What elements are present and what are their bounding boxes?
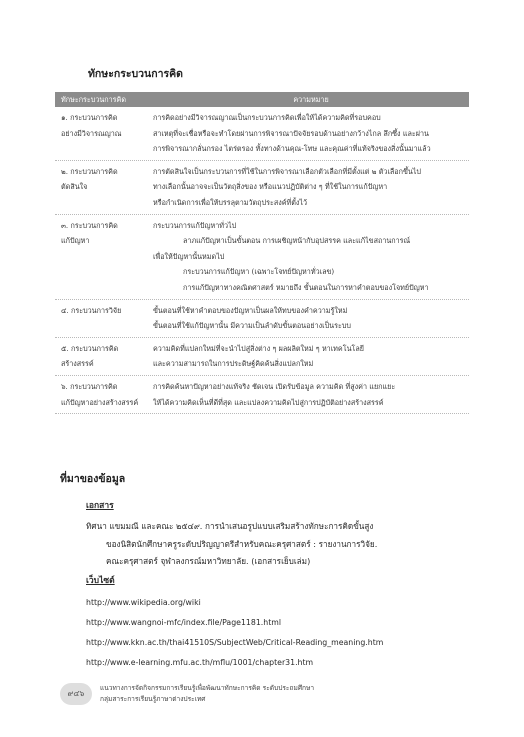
meaning-cell [151,218,469,296]
meaning-line: กระบวนการแก้ปัญหา (เฉพาะโจทย์ปัญหาทั่วเลข) [183,267,335,277]
thinking-skills-table [55,92,469,414]
skill-name-line: ๓. กระบวนการคิด [61,220,118,230]
skill-name-line: ๑. กระบวนการคิด [61,113,118,122]
website-url-1[interactable]: http://www.wikipedia.org/wiki [86,597,201,607]
skill-name-line: ตัดสินใจ [61,182,88,192]
skill-name-cell [55,218,151,296]
meaning-line: การตัดสินใจเป็นกระบวนการที่ใช้ในการพิจารณาเลือกตัวเลือกที่มีตั้งแต่ ๒ ตัวเลือกขึ้นไป [153,166,421,176]
skill-name-cell [55,110,151,157]
website-url-4[interactable]: http://www.e-learning.mfu.ac.th/mflu/1001/chapter31.htm [86,657,314,667]
meaning-cell [151,303,469,334]
meaning-line: กระบวนการแก้ปัญหาทั่วไป [153,220,237,230]
citation-line-2: ของนิสิตนักศึกษาครูระดับปริญญาตรีสำหรับคณะครุศาสตร์ : รายงานการวิจัย. [106,538,378,549]
skill-name-line: ๖. กระบวนการคิด [61,381,118,391]
meaning-cell [151,379,469,410]
citation-line-1: ทิศนา แขมมณี และคณะ ๒๕๔๙. การนำเสนอรูปแบบเสริมสร้างทักษะการคิดขั้นสูง [86,521,374,531]
table-header [55,92,469,107]
skill-name-line: สร้างสรรค์ [61,359,94,369]
meaning-line: สาเหตุที่จะเชื่อหรือจะทำโดยผ่านการพิจารณาปัจจัยรอบด้านอย่างกว้างไกล ลึกซึ้ง และผ่าน [153,128,429,138]
skill-name-cell [55,164,151,211]
skill-name-line: แก้ปัญหา [61,236,90,246]
meaning-line: ขั้นตอนที่ใช้หาคำตอบของปัญหาเป็นผลให้ทบของคำความรู้ใหม่ [153,305,348,315]
skill-name-cell [55,341,151,372]
skill-name-cell [55,303,151,334]
skill-name-line: แก้ปัญหาอย่างสร้างสรรค์ [61,397,139,407]
meaning-line: หรือกำเนิดการเพื่อให้บรรลุตามวัตถุประสงค์ที่ตั้งไว้ [153,197,308,207]
meaning-line: ให้ได้ความคิดเห็นที่ดีที่สุด และแปลงความคิดไปสู่การปฏิบัติอย่างสร้างสรรค์ [153,397,384,407]
page-number: ๙๔๖ [60,683,92,705]
meaning-line: ทางเลือกนั้นอาจจะเป็นวัตถุสิ่งของ หรือแนวปฏิบัติต่าง ๆ ที่ใช้ในการแก้ปัญหา [153,182,388,192]
documents-heading: เอกสาร [86,501,114,511]
meaning-line: เพื่อให้ปัญหานั้นหมดไป [153,251,225,261]
meaning-line: การพิจารณากลั่นกรอง ไตร่ตรอง ทั้งทางด้านคุณ-โทษ และคุณค่าที่แท้จริงของสิ่งนั้นมาแล้ว [153,144,431,154]
meaning-line: การคิดค้นหาปัญหาอย่างแท้จริง ชัดเจน เปิดรับข้อมูล ความคิด ที่สูงค่า แยกแยะ [153,381,396,391]
meaning-line: ลาภแก้ปัญหาเป็นขั้นตอน การเผชิญหน้ากับอุปสรรค และแก้ไขสถานการณ์ [183,236,411,246]
table-row [55,107,469,161]
table-body [55,107,469,414]
websites-heading: เว็บไซต์ [86,575,115,586]
table-row [55,338,469,376]
website-url-2[interactable]: http://www.wangnoi-mfc/index.file/Page1181.html [86,617,282,627]
references-section [86,498,383,673]
meaning-cell [151,110,469,157]
meaning-line: การคิดอย่างมีวิจารณญาณเป็นกระบวนการคิดเพื่อให้ได้ความคิดที่รอบคอบ [153,113,381,122]
skill-name-cell [55,379,151,410]
footer-text [100,683,314,705]
header-skill: ทักษะกระบวนการคิด [61,95,126,104]
citation-line-3: คณะครุศาสตร์ จุฬาลงกรณ์มหาวิทยาลัย. (เอกสารเย็บเล่ม) [106,556,311,566]
header-meaning: ความหมาย [293,95,329,104]
table-row [55,215,469,300]
website-url-3[interactable]: http://www.kkn.ac.th/thai41510S/SubjectWeb/Critical-Reading_meaning.htm [86,637,384,647]
skill-name-line: อย่างมีวิจารณญาณ [61,128,122,138]
table-row [55,376,469,414]
references-heading: ที่มาของข้อมูล [60,473,126,485]
meaning-cell [151,164,469,211]
meaning-line: และความสามารถในการประดิษฐ์คิดค้นสิ่งแปลกใหม่ [153,359,314,369]
section-title: ทักษะกระบวนการคิด [88,68,183,80]
skill-name-line: ๔. กระบวนการวิจัย [61,305,122,315]
meaning-line: การแก้ปัญหาทางคณิตศาสตร์ หมายถึง ขั้นตอนในการหาคำตอบของโจทย์ปัญหา [183,282,429,292]
skill-name-line: ๒. กระบวนการคิด [61,166,118,176]
meaning-cell [151,341,469,372]
meaning-line: ความคิดที่แปลกใหม่ที่จะนำไปสู่สิ่งต่าง ๆ ผลผลิตใหม่ ๆ หาเทคโนโลยี [153,343,364,353]
page-footer [60,680,470,708]
table-row [55,300,469,338]
footer-line-2: กลุ่มสาระการเรียนรู้ภาษาต่างประเทศ [100,695,206,703]
meaning-line: ขั้นตอนที่ใช้แก้ปัญหานั้น มีความเป็นลำดับขั้นตอนอย่างเป็นระบบ [153,321,351,331]
footer-line-1: แนวทางการจัดกิจกรรมการเรียนรู้เพื่อพัฒนาทักษะการคิด ระดับประถมศึกษา [100,684,315,692]
skill-name-line: ๕. กระบวนการคิด [61,343,119,353]
table-row [55,161,469,215]
